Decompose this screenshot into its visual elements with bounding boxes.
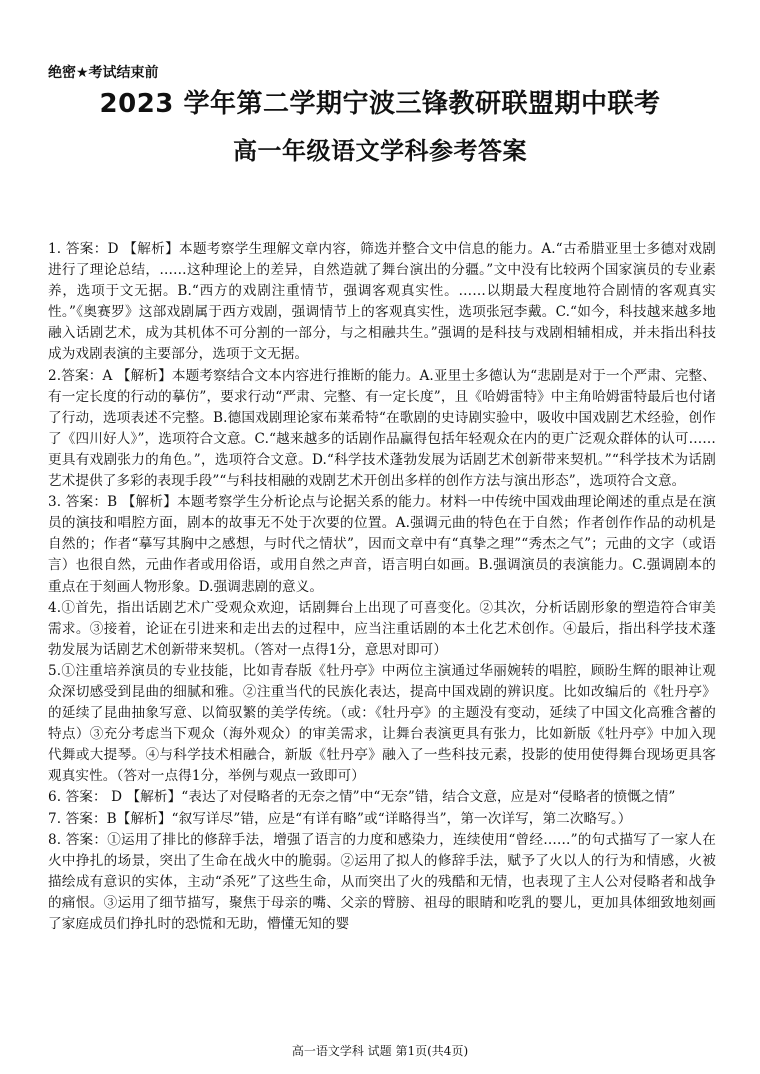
answer-item-4: 4.①首先，指出话剧艺术广受观众欢迎，话剧舞台上出现了可喜变化。②其次，分析话剧形象的塑造符合审美需求。③接着，论证在引进来和走出去的过程中，应当注重话剧的本土化艺术创作。④最后，指出科学技术蓬勃发展为话剧艺术创新带来契机。（答对一点得1分，意思对即可） (48, 599, 716, 658)
answer-item-7: 7. 答案：B【解析】“叙写详尽”错，应是“有详有略”或“详略得当”，第一次详写，第二次略写。） (48, 810, 632, 827)
answer-item-8: 8. 答案：①运用了排比的修辞手法，增强了语言的力度和感染力，连续使用“曾经……”的句式描写了一家人在火中挣扎的场景，突出了生命在战火中的脆弱。②运用了拟人的修辞手法，赋予了火以人的行为和情感，火被描绘成有意识的实体，主动“杀死”了这些生命，从而突出了火的残酷和无情，也表现了主人公对侵略者和战争的痛恨。③运用了细节描写，聚焦于母亲的嘴、父亲的臂膀、祖母的眼睛和吃乳的婴儿，更加具体细致地刻画了家庭成员们挣扎时的恐慌和无助，懵懂无知的婴 (48, 831, 716, 932)
answer-item-3: 3. 答案：B 【解析】本题考察学生分析论点与论据关系的能力。材料一中传统中国戏曲理论阐述的重点是在演员的演技和唱腔方面，剧本的故事无不处于次要的位置。A.强调元曲的特色在于自然；作者创作作品的动机是自然的；作者“摹写其胸中之感想，与时代之情状”，因而文章中有“真挚之理”“秀杰之气”；元曲的文字（或语言）也很自然，元曲作者或用俗语，或用自然之声音，语言明白如画。B.强调演员的表演能力。C.强调剧本的重点在于刻画人物形象。D.强调悲剧的意义。 (48, 494, 716, 595)
page-footer: 高一语文学科 试题 第1页(共4页) (291, 1044, 469, 1058)
answer-item-2: 2.答案：A 【解析】本题考察结合文本内容进行推断的能力。A.亚里士多德认为“悲剧是对于一个严肃、完整、有一定长度的行动的摹仿”，要求行动“严肃、完整、有一定长度”，且《哈姆雷特》中主角哈姆雷特最后也付诸了行动，选项表述不完整。B.德国戏剧理论家布莱希特“在歌剧的史诗剧实验中，吸收中国戏剧艺术经验，创作了《四川好人》”，选项符合文意。C.“越来越多的话剧作品赢得包括年轻观众在内的更广泛观众群体的认可……更具有戏剧张力的角色。”，选项符合文意。D.“科学技术蓬勃发展为话剧艺术创新带来契机。”“科学技术为话剧艺术提供了多彩的表现手段”“与科技相融的戏剧艺术开创出多样的创作方法与演出形态”，选项符合文意。 (48, 367, 716, 490)
answer-item-6: 6. 答案： D 【解析】“表达了对侵略者的无奈之情”中“无奈”错，结合文意，应是对“侵略者的愤慨之情” (48, 789, 676, 806)
exam-title: 2023 学年第二学期宁波三锋教研联盟期中联考 (99, 89, 661, 119)
confidential-label: 绝密★考试结束前 (48, 65, 159, 81)
document-subtitle: 高一年级语文学科参考答案 (233, 137, 527, 165)
answers-body (48, 239, 716, 935)
answer-item-5: 5.①注重培养演员的专业技能，比如青春版《牡丹亭》中两位主演通过华丽婉转的唱腔，顾盼生辉的眼神让观众深切感受到昆曲的细腻和雅。②注重当代的民族化表达，提高中国戏剧的辨识度。比如改编后的《牡丹亭》的延续了昆曲抽象写意、以简驭繁的美学传统。（或：《牡丹亭》的主题没有变动，延续了中国文化高雅含蓄的特点）③充分考虑当下观众（海外观众）的审美需求，让舞台表演更具有张力，比如新版《牡丹亭》中加入现代舞或大提琴。④与科学技术相融合，新版《牡丹亭》融入了一些科技元素，投影的使用使得舞台现场更具客观真实性。（答对一点得1分，举例与观点一致即可） (48, 662, 716, 785)
answer-item-1: 1. 答案：D 【解析】本题考察学生理解文章内容，筛选并整合文中信息的能力。A.“古希腊亚里士多德对戏剧进行了理论总结，……这种理论上的差异，自然造就了舞台演出的分疆。”文中没有比较两个国家演员的专业素养，选项于文无据。B.“西方的戏剧注重情节，强调客观真实性。……以期最大程度地符合剧情的客观真实性。”《奥赛罗》这部戏剧属于西方戏剧，强调情节上的客观真实性，选项张冠李戴。C.“如今，科技越来越多地融入话剧艺术，成为其机体不可分割的一部分，与之相融共生。”强调的是科技与戏剧相辅相成，并未指出科技成为戏剧表演的主要部分，选项于文无据。 (48, 241, 716, 363)
